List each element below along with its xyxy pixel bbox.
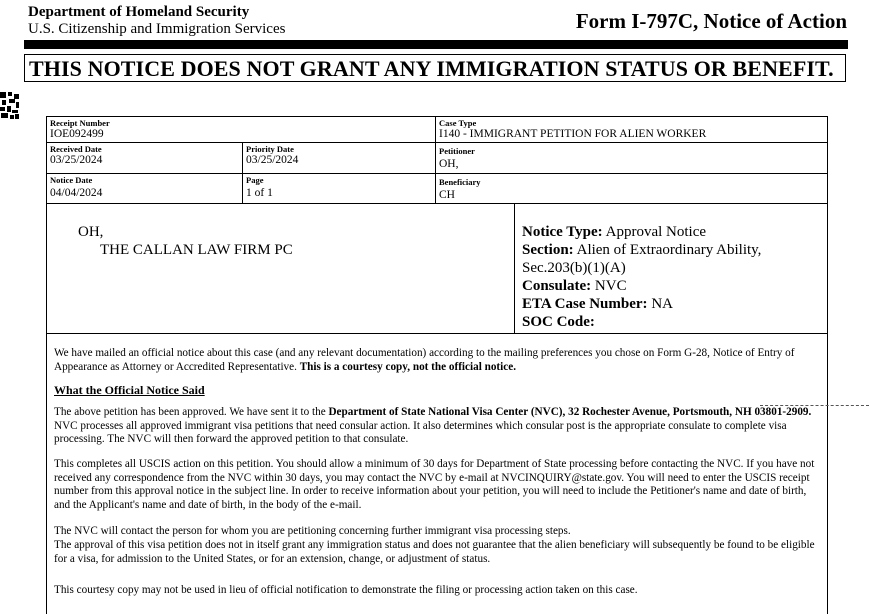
section-line — [522, 241, 761, 259]
section-code: Sec.203(b)(1)(A) — [522, 260, 626, 276]
priority-date-label: Priority Date — [246, 144, 294, 154]
status-disclaimer-banner: THIS NOTICE DOES NOT GRANT ANY IMMIGRATION STATUS OR BENEFIT. — [24, 54, 846, 82]
eta-case-label: ETA Case Number: — [522, 296, 648, 312]
addressee-firm: THE CALLAN LAW FIRM PC — [100, 242, 293, 258]
receipt-number-value: IOE092499 — [50, 128, 104, 140]
nvc-address: Department of State National Visa Center (NVC), 32 Rochester Avenue, Portsmouth, NH 03801-2909. — [328, 406, 812, 418]
received-date-label: Received Date — [50, 144, 102, 154]
case-type-value: I140 - IMMIGRANT PETITION FOR ALIEN WORKER — [439, 128, 707, 140]
page-field — [243, 174, 435, 203]
addressee-name: OH, — [78, 224, 104, 240]
page-value: 1 of 1 — [246, 187, 273, 199]
consulate-line — [522, 277, 627, 295]
sub-agency-name: U.S. Citizenship and Immigration Services — [28, 21, 286, 37]
notice-type-line — [522, 223, 706, 241]
uscis-action-paragraph: This completes all USCIS action on this petition. You should allow a minimum of 30 days for Department of State processing before contacting the NVC. If you have not received any correspondence from the NVC within 30 days, you may contact the NVC by e-mail at NVCINQUIRY@state.gov. You will need to enter the USCIS receipt number from this approval notice in the subject line. In order to receive information about your petition, you will need to include the Petitioner's name and date of birth, and the Applicant's name and date of birth, in the body of the e-mail. — [54, 458, 815, 512]
beneficiary-label: Beneficiary — [439, 177, 481, 187]
received-date-value: 03/25/2024 — [50, 154, 103, 166]
section-label: Section: — [522, 242, 574, 258]
courtesy-copy-emphasis: This is a courtesy copy, not the official notice. — [299, 360, 516, 373]
beneficiary-field — [436, 174, 827, 203]
page-label: Page — [246, 175, 264, 185]
petitioner-value: OH, — [439, 158, 459, 170]
receipt-number-field — [47, 117, 435, 142]
form-title: Form I-797C, Notice of Action — [575, 9, 847, 33]
eta-case-value: NA — [651, 296, 673, 312]
soc-code-line — [522, 313, 595, 331]
barcode-icon — [0, 92, 20, 120]
header-rule — [24, 40, 848, 49]
petitioner-label: Petitioner — [439, 146, 475, 156]
notice-date-field — [47, 174, 242, 203]
nvc-contact-paragraph: The NVC will contact the person for whom you are petitioning concerning further immigrant visa processing steps. — [54, 525, 571, 537]
received-date-field — [47, 143, 242, 173]
consulate-value: NVC — [594, 278, 627, 294]
approval-text-end: NVC processes all approved immigrant visa petitions that need consular action. It also determines which consular post is the appropriate consulate to complete visa processing. The NVC will then forward the approved petition to that consulate. — [54, 419, 787, 446]
approval-text-start: The above petition has been approved. We have sent it to the — [54, 406, 329, 418]
receipt-number-label: Receipt Number — [50, 118, 110, 128]
case-type-field — [436, 117, 827, 142]
eta-case-line — [522, 295, 673, 313]
priority-date-value: 03/25/2024 — [246, 154, 299, 166]
agency-name: Department of Homeland Security — [28, 4, 250, 20]
petitioner-field — [436, 143, 827, 173]
courtesy-copy-limitation: This courtesy copy may not be used in lieu of official notification to demonstrate the filing or processing action taken on this case. — [54, 584, 638, 596]
courtesy-copy-text: We have mailed an official notice about this case (and any relevant documentation) according to the mailing preferences you chose on Form G-28, Notice of Entry of Appearance as Attorney or Accredited Representative. — [54, 347, 795, 373]
approval-disclaimer-paragraph: The approval of this visa petition does not in itself grant any immigration status and does not guarantee that the alien beneficiary will subsequently be found to be eligible for a visa, for admission to the United States, or for an extension, change, or adjustment of status. — [54, 539, 815, 565]
consulate-label: Consulate: — [522, 278, 592, 294]
notice-type-value: Approval Notice — [605, 224, 707, 240]
case-type-label: Case Type — [439, 118, 477, 128]
notice-type-label: Notice Type: — [522, 224, 603, 240]
priority-date-field — [243, 143, 435, 173]
beneficiary-value: CH — [439, 189, 455, 201]
notice-date-label: Notice Date — [50, 175, 93, 185]
approval-paragraph — [54, 406, 822, 447]
notice-date-value: 04/04/2024 — [50, 187, 103, 199]
soc-code-label: SOC Code: — [522, 314, 595, 330]
courtesy-copy-paragraph — [54, 347, 822, 374]
case-info-grid — [46, 116, 828, 204]
section-value: Alien of Extraordinary Ability, — [576, 242, 762, 258]
official-notice-heading: What the Official Notice Said — [54, 383, 205, 397]
